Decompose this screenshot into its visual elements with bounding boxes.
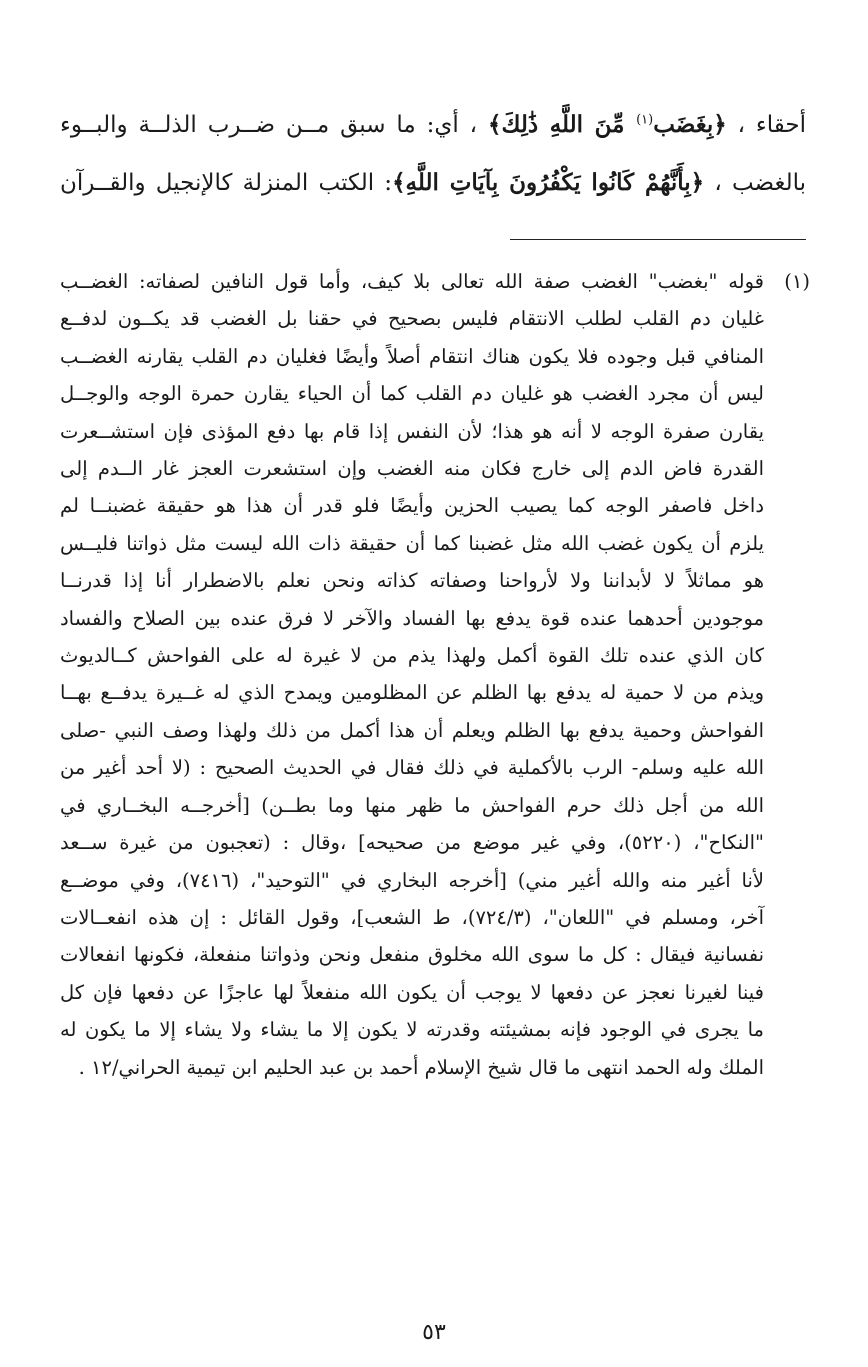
main-line-2: [60, 154, 806, 212]
footnote-line: يقارن صفرة الوجه لا أنه هو هذا؛ لأن النفس إذا قام بها دفع المؤذى فإن استشــعرت: [60, 419, 764, 443]
main-text-segment: أحقاء ،: [726, 112, 806, 138]
footnote-line: داخل فاصفر الوجه كما يصيب الحزين وأيضًا فلو قدر أن هذا هو حقيقة غضبنــا لم: [60, 494, 764, 518]
footnote-line: القدرة فاض الدم إلى خارج فكان منه الغضب وإن استشعرت العجز غار الــدم إلى: [60, 457, 764, 481]
footnote-line: يلزم أن يكون غضب الله مثل غضبنا كما أن حقيقة ذات الله ليست مثل ذواتنا فليــس: [60, 531, 764, 555]
footnote-line: ما يجرى في الوجود فإنه بمشيئته وقدرته لا يكون إلا ما يشاء ولا يشاء إلا ما يكون له: [60, 1018, 764, 1042]
footnote-line: قوله "بغضب" الغضب صفة الله تعالى بلا كيف، وأما قول النافين لصفاته: الغضــب: [60, 270, 764, 293]
footnote-line: موجودين أحدهما عنده قوة يدفع بها الفساد والآخر لا فرق عنده بين الصلاح والفساد: [60, 606, 764, 630]
footnote-line: الملك وله الحمد انتهى ما قال شيخ الإسلام أحمد بن عبد الحليم ابن تيمية الحراني/١٢ .: [78, 1055, 764, 1079]
footnote-line: هو مماثلاً لا لأبداننا ولا لأرواحنا وصفاته كذاته ونحن نعلم بالاضطرار أنا إذا قدرنــا: [60, 569, 764, 593]
footnote-line: كان الذي عنده تلك القوة أكمل ولهذا يذم من لا غيرة له على الفواحش كــالديوث: [60, 644, 764, 668]
footnote-number: (١): [784, 270, 810, 293]
footnote-separator: [510, 239, 806, 240]
main-text-segment: : الكتب المنزلة كالإنجيل والقــرآن: [60, 170, 393, 196]
footnote-line: لأنا أغير منه والله أغير مني) [أخرجه البخاري في "التوحيد"، (٧٤١٦)، وفي موضــع: [60, 868, 765, 892]
footnote-line: "النكاح"، (٥٢٢٠)، وفي غير موضع من صحيحه] ،وقال : (تعجبون من غيرة ســعد: [60, 831, 764, 855]
quran-verse: ﴿بِأَنَّهُمْ كَانُوا يَكْفُرُونَ بِآيَاتِ اللَّهِ﴾: [392, 169, 705, 196]
footnote-line: الله من أجل ذلك حرم الفواحش ما ظهر منها وما بطــن) [أخرجــه البخــاري في: [60, 793, 764, 817]
quran-verse: مِّنَ اللَّهِ ذَٰلِكَ﴾: [488, 111, 637, 138]
footnote-line: الفواحش وحمية يدفع بها الظلم ويعلم أن هذا أكمل من ذلك ولهذا وصف النبي -صلى: [60, 718, 764, 742]
footnote-line: الله عليه وسلم- الرب بالأكملية في ذلك فقال في الحديث الصحيح : (لا أحد أغير من: [60, 756, 764, 780]
footnote-body: [60, 263, 764, 1086]
footnote-line: ويذم من لا حمية له يدفع بها الظلم عن المظلومين ويمدح الذي له غــيرة يدفــع بهــا: [60, 681, 764, 705]
main-text-segment: ، أي: ما سبق مــن ضــرب الذلــة والبــوء: [60, 112, 488, 138]
footnote-line: فينا لغيرنا نعجز عن دفعها لا يوجب أن يكون الله منفعلاً لها عاجزًا عن دفعها فإن كل: [60, 980, 764, 1004]
footnote-line: ليس أن مجرد الغضب هو غليان دم القلب كما أن الحياء يقارن حمرة الوجه والوجــل: [60, 382, 764, 406]
footnote-line: المنافي قبل وجوده فلا يكون هناك انتقام أصلاً وأيضًا فغليان دم القلب يقارنه الغضــب: [60, 344, 764, 368]
main-line-1: [60, 96, 806, 154]
quran-verse: ﴿بِغَضَب: [653, 111, 727, 138]
page-number: ٥٣: [422, 1320, 446, 1345]
footnote-line: نفسانية فيقال : كل ما سوى الله مخلوق منفعل ونحن وذواتنا منفعلة، فكونها انفعالات: [60, 943, 764, 967]
main-text: [60, 96, 806, 212]
footnote: [60, 263, 810, 1086]
footnote-line: آخر، ومسلم في "اللعان"، (٧٢٤/٣)، ط الشعب]، وقول القائل : إن هذه انفعــالات: [60, 905, 764, 929]
footnote-line: غليان دم القلب لطلب الانتقام فليس بصحيح في حقنا بل الغضب قد يكــون لدفــع: [60, 307, 764, 331]
main-text-segment: بالغضب ،: [704, 170, 806, 196]
footnote-reference[interactable]: (١): [636, 112, 654, 128]
